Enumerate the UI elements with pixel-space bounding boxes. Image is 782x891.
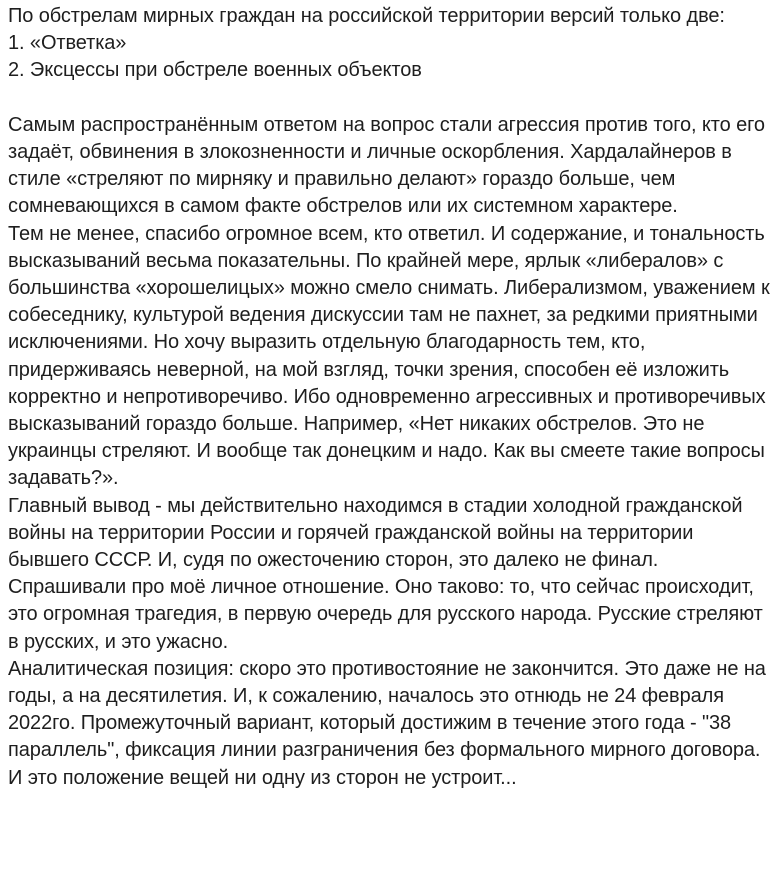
paragraph-main-conclusion: Главный вывод - мы действительно находимся в стадии холодной гражданской войны на территории России и горячей гражданской войны на территории бывшего СССР. И, судя по ожесточению сторон, это далеко не финал.: [8, 494, 748, 572]
paragraph-spacer: [8, 85, 774, 112]
paragraph-analytical-position: Аналитическая позиция: скоро это противостояние не закончится. Это даже не на годы, а на десятилетия. И, к сожалению, началось это отнюдь не 24 февраля 2022го. Промежуточный вариант, который достижим в течение этого года - "38 параллель", фиксация линии разграничения без формального мирного договора. И это положение вещей ни одну из сторон не устроит...: [8, 657, 772, 789]
paragraph-personal-attitude: Спрашивали про моё личное отношение. Оно таково: то, что сейчас происходит, это огромная трагедия, в первую очередь для русского народа. Русские стреляют в русских, и это ужасно.: [8, 576, 769, 653]
version-item-1: 1. «Ответка»: [8, 32, 127, 55]
paragraph-thanks: Тем не менее, спасибо огромное всем, кто ответил. И содержание, и тональность высказываний весьма показательны. По крайней мере, ярлык «либералов» с большинства «хорошелицых» можно смело снимать. Либерализмом, уважением к собеседнику, культурой ведения дискуссии там не пахнет, за редкими приятными исключениями. Но хочу выразить отдельную благодарность тем, кто, придерживаясь неверной, на мой взгляд, точки зрения, способен её изложить корректно и непротиворечиво. Ибо одновременно агрессивных и противоречивых высказываний гораздо больше. Например, «Нет никаких обстрелов. Это не украинцы стреляют. И вообще так донецким и надо. Как вы смеете такие вопросы задавать?».: [8, 222, 776, 490]
version-item-2: 2. Эксцессы при обстреле военных объектов: [8, 59, 422, 82]
intro-text: По обстрелам мирных граждан на российской территории версий только две:: [8, 5, 725, 27]
paragraph-responses: Самым распространённым ответом на вопрос стали агрессия против того, кто его задаёт, обвинения в злокозненности и личные оскорбления. Хардалайнеров в стиле «стреляют по мирняку и правильно делают» гораздо больше, чем сомневающихся в самом факте обстрелов или их системном характере.: [8, 113, 771, 218]
